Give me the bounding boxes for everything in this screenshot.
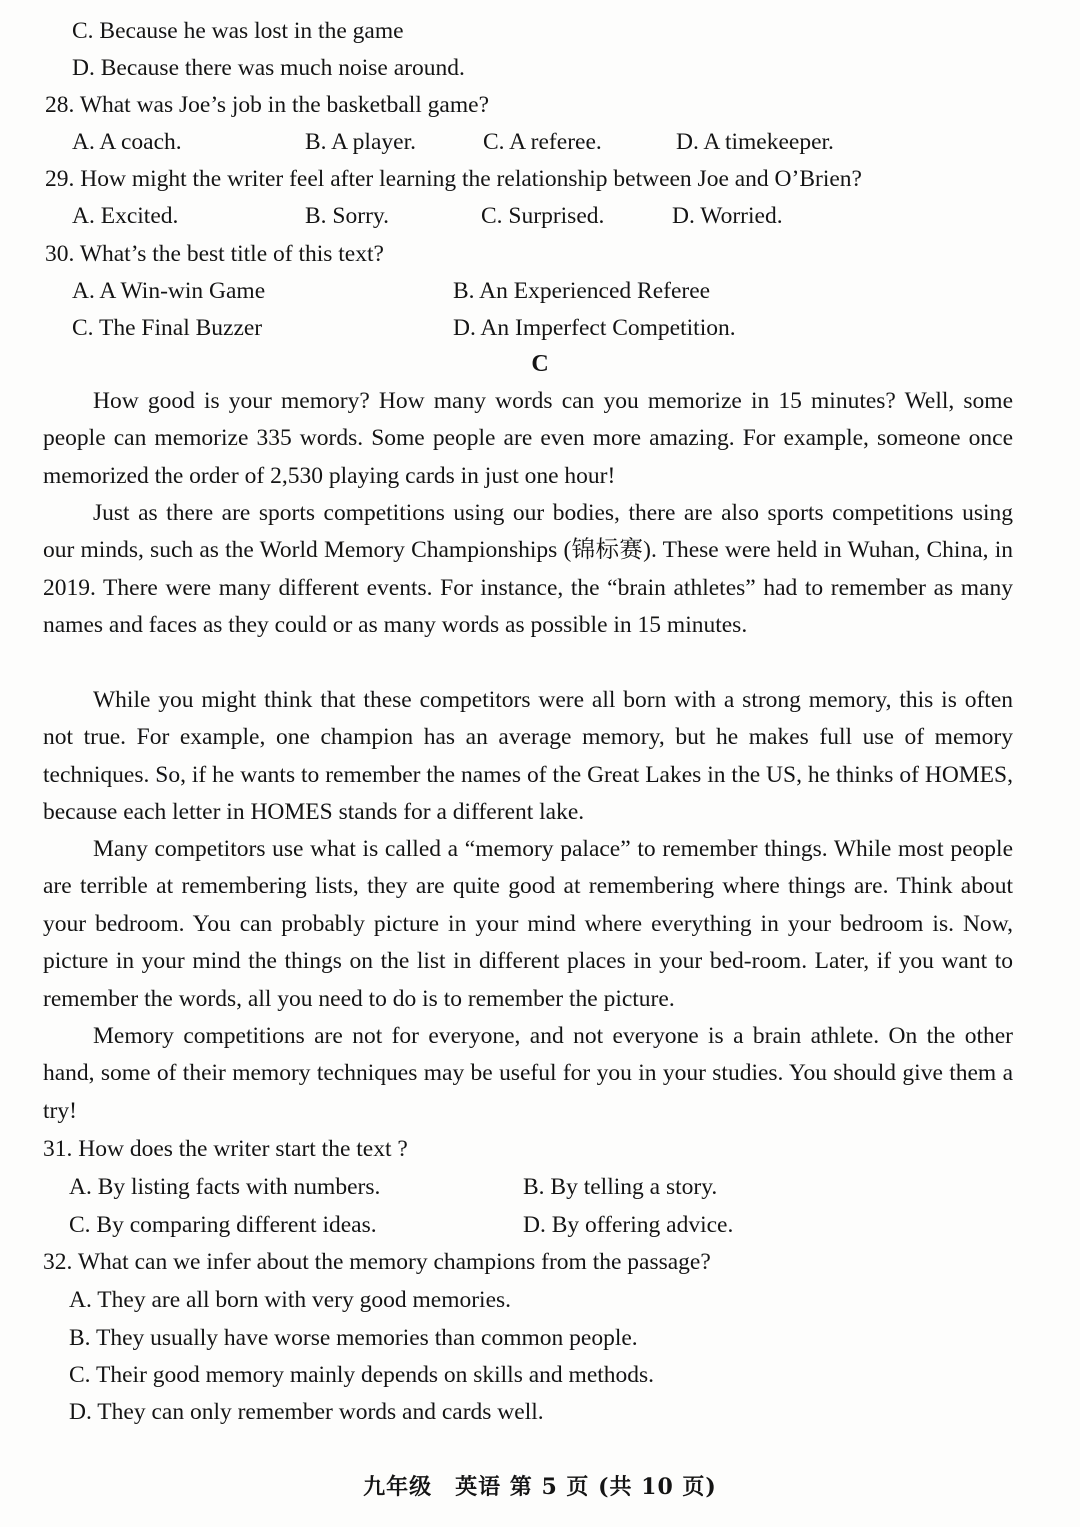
- q30-option-a: A. A Win-win Game: [72, 278, 266, 304]
- passage-paragraph-1: How good is your memory? How many words can you memorize in 15 minutes? Well, some people can memorize 335 words. Some people are even more amazing. For example, someone once memorized the order of 2,530 playing cards in just one hour!: [43, 388, 1013, 489]
- q29-option-a: A. Excited.: [72, 203, 179, 229]
- passage-paragraph-4: Many competitors use what is called a “memory palace” to remember things. While most people are terrible at remembering lists, they are quite good at remembering where things are. Think about your bedroom. You can probably picture in your mind where everything in your bedroom is. Now, picture in your mind the things on the list in different places in your bed-room. Later, if you want to remember the words, all you need to do is to remember the picture.: [43, 836, 1013, 1012]
- section-c-heading: C: [531, 351, 549, 377]
- q32-stem: 32. What can we infer about the memory champions from the passage?: [43, 1249, 711, 1275]
- q32-option-a: A. They are all born with very good memories.: [69, 1287, 512, 1313]
- q28-option-b: B. A player.: [305, 129, 416, 155]
- q30-option-d: D. An Imperfect Competition.: [453, 315, 736, 341]
- q30-option-c: C. The Final Buzzer: [72, 315, 263, 341]
- q32-option-d: D. They can only remember words and cards well.: [69, 1399, 544, 1425]
- q31-stem: 31. How does the writer start the text ?: [43, 1136, 408, 1162]
- q27-option-c: C. Because he was lost in the game: [72, 18, 404, 44]
- passage-paragraph-5: Memory competitions are not for everyone, and not everyone is a brain athlete. On the other hand, some of their memory techniques may be useful for you in your studies. You should give them a try!: [43, 1023, 1013, 1124]
- q30-option-b: B. An Experienced Referee: [453, 278, 711, 304]
- q31-option-c: C. By comparing different ideas.: [69, 1212, 377, 1238]
- q28-stem: 28. What was Joe’s job in the basketball game?: [45, 92, 489, 118]
- q29-option-d: D. Worried.: [672, 203, 783, 229]
- q31-option-d: D. By offering advice.: [523, 1212, 734, 1238]
- q30-stem: 30. What’s the best title of this text?: [45, 241, 384, 267]
- q29-option-b: B. Sorry.: [305, 203, 389, 229]
- q28-option-a: A. A coach.: [72, 129, 182, 155]
- page-footer: 九年级 英语 第 5 页 (共 10 页): [363, 1474, 717, 1500]
- q29-stem: 29. How might the writer feel after learning the relationship between Joe and O’Brien?: [45, 166, 862, 192]
- q32-option-c: C. Their good memory mainly depends on skills and methods.: [69, 1362, 655, 1388]
- passage-paragraph-2: Just as there are sports competitions using our bodies, there are also sports competitions using our minds, such as the World Memory Championships (锦标赛). These were held in Wuhan, China, in 2019. There were many different events. For instance, the “brain athletes” had to remember as many names and faces as they could or as many words as possible in 15 minutes.: [43, 500, 1013, 639]
- q28-option-c: C. A referee.: [483, 129, 602, 155]
- q31-option-a: A. By listing facts with numbers.: [69, 1174, 381, 1200]
- q27-option-d: D. Because there was much noise around.: [72, 55, 465, 81]
- q32-option-b: B. They usually have worse memories than common people.: [69, 1325, 638, 1351]
- q28-option-d: D. A timekeeper.: [676, 129, 834, 155]
- passage-paragraph-3: While you might think that these competitors were all born with a strong memory, this is often not true. For example, one champion has an average memory, but he makes full use of memory techniques. So, if he wants to remember the names of the Great Lakes in the US, he thinks of HOMES, because each letter in HOMES stands for a different lake.: [43, 687, 1013, 826]
- q31-option-b: B. By telling a story.: [523, 1174, 718, 1200]
- q29-option-c: C. Surprised.: [481, 203, 605, 229]
